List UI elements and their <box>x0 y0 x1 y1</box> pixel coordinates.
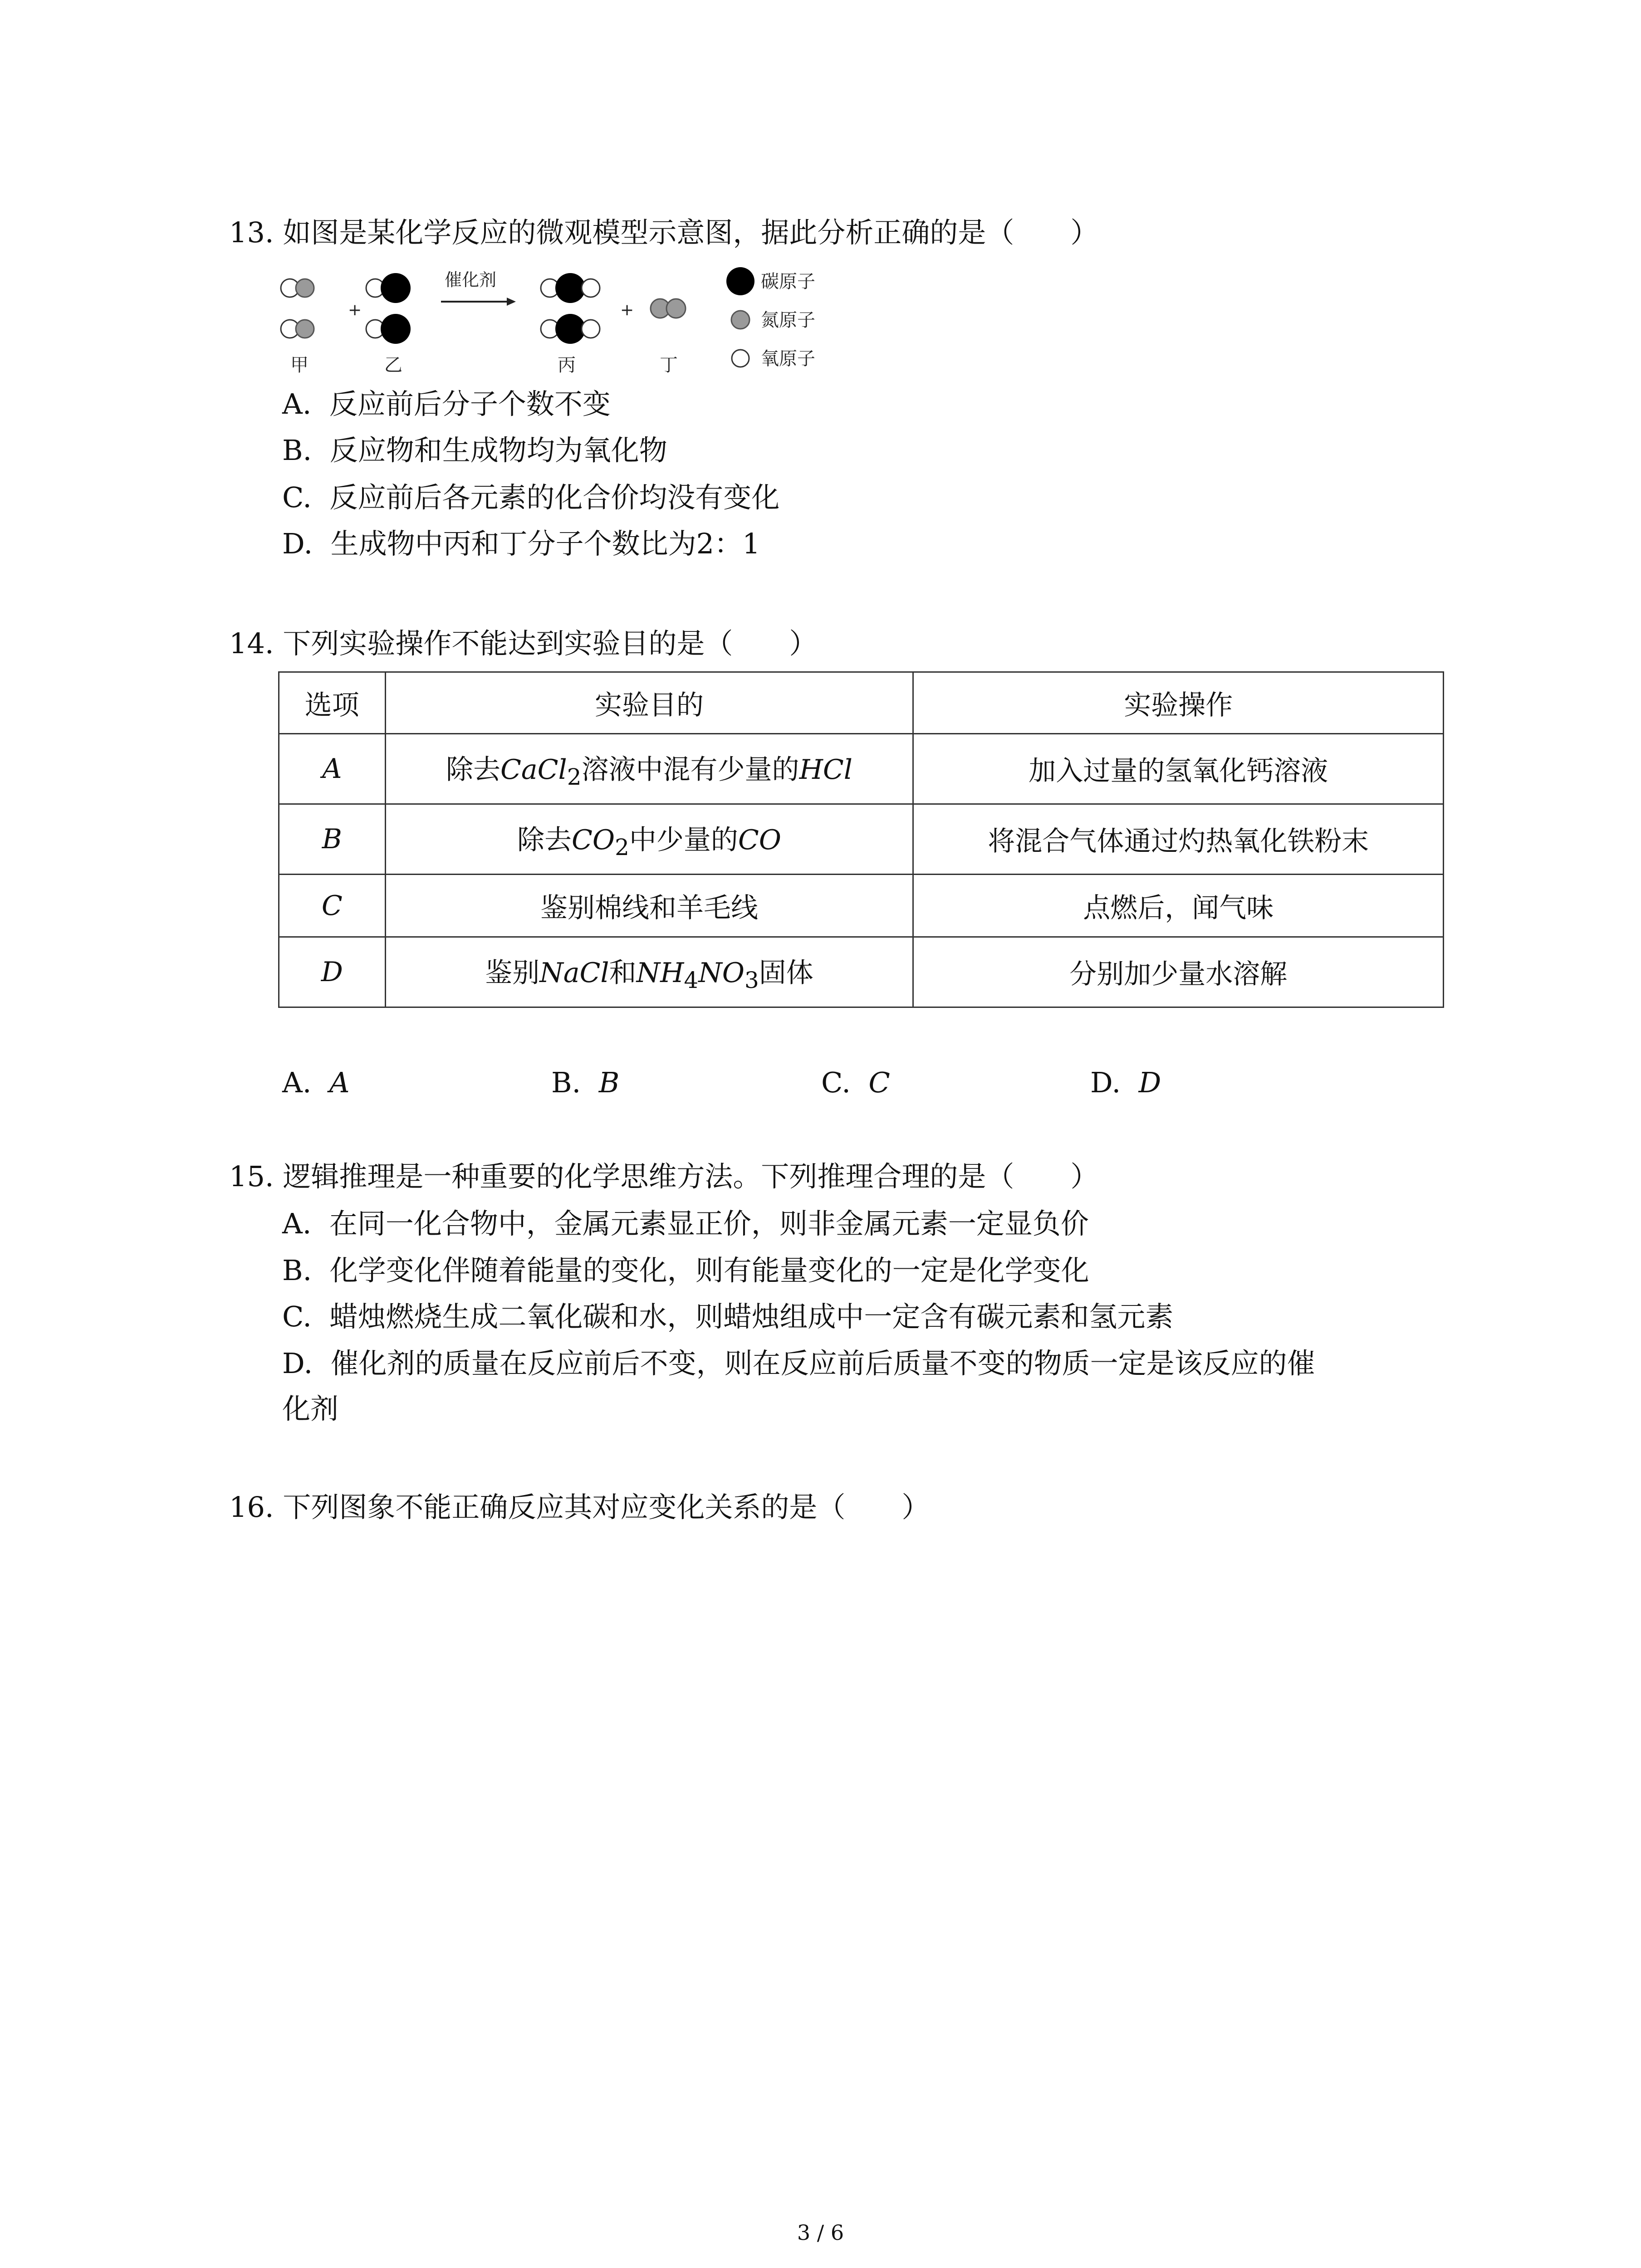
catalyst-label: 催化剂 <box>445 270 497 290</box>
option-text: 反应前后各元素的化合价均没有变化 <box>329 481 780 514</box>
option-text: 催化剂的质量在反应前后不变，则在反应前后质量不变的物质一定是该反应的催 <box>330 1347 1315 1380</box>
nitrogen-atom-swatch <box>731 311 749 329</box>
option-letter: B. <box>282 1254 312 1287</box>
option-text: 在同一化合物中，金属元素显正价，则非金属元素一定显负价 <box>329 1207 1089 1240</box>
row-goal: 鉴别NaCl和$NH_4NO_3$固体 <box>385 937 913 1007</box>
question-number: 16. <box>229 1491 274 1524</box>
label-ding: 丁 <box>660 355 678 376</box>
row-option: D <box>279 937 386 1007</box>
option-letter: C. <box>282 1300 312 1333</box>
choice-letter: A. <box>282 1066 312 1099</box>
legend-oxygen: 氧原子 <box>761 348 815 369</box>
choice-value: B <box>598 1066 620 1099</box>
table-row <box>279 804 1444 875</box>
legend-carbon: 碳原子 <box>761 271 815 292</box>
option-letter: A. <box>282 387 312 420</box>
question-14 <box>229 627 818 660</box>
question-13 <box>229 216 1099 249</box>
question-number: 15. <box>229 1160 274 1193</box>
q15-option-d-continued <box>282 1392 339 1425</box>
q15-option-c[interactable] <box>282 1300 1174 1333</box>
question-stem: 如图是某化学反应的微观模型示意图，据此分析正确的是（ ） <box>283 216 1099 249</box>
molecule-yi <box>366 273 411 344</box>
row-goal: 除去CaCl$_2$溶液中混有少量的HCl <box>385 734 913 804</box>
option-letter: A. <box>282 1207 312 1240</box>
header-operation: 实验操作 <box>913 672 1444 734</box>
option-text: 反应物和生成物均为氧化物 <box>329 434 667 467</box>
row-operation: 分别加少量水溶解 <box>913 937 1444 1007</box>
arrow-head <box>507 298 516 306</box>
question-stem: 下列实验操作不能达到实验目的是（ ） <box>283 627 818 660</box>
option-text: 化学变化伴随着能量的变化，则有能量变化的一定是化学变化 <box>329 1254 1089 1287</box>
question-stem: 逻辑推理是一种重要的化学思维方法。下列推理合理的是（ ） <box>283 1160 1099 1193</box>
choice-value: D <box>1138 1066 1161 1099</box>
label-jia: 甲 <box>290 355 309 376</box>
table-row <box>279 875 1444 937</box>
experiment-table <box>278 671 1444 1008</box>
option-text: 生成物中丙和丁分子个数比为2：1 <box>330 527 760 560</box>
option-letter: B. <box>282 434 312 467</box>
q15-option-b[interactable] <box>282 1256 1089 1285</box>
row-goal: 除去$CO_2$中少量的CO <box>385 804 913 875</box>
legend <box>726 267 815 369</box>
header-option: 选项 <box>279 672 386 734</box>
option-text: 蜡烛燃烧生成二氧化碳和水，则蜡烛组成中一定含有碳元素和氢元素 <box>329 1300 1174 1333</box>
option-letter: D. <box>282 527 313 560</box>
table-header-row <box>279 672 1444 734</box>
plus-sign-1: + <box>348 301 362 319</box>
row-option: B <box>279 804 386 875</box>
row-operation: 加入过量的氢氧化钙溶液 <box>913 734 1444 804</box>
question-stem: 下列图象不能正确反应其对应变化关系的是（ ） <box>283 1491 930 1524</box>
row-operation: 点燃后，闻气味 <box>913 875 1444 937</box>
label-yi: 乙 <box>384 355 402 376</box>
choice-letter: B. <box>551 1066 581 1099</box>
row-goal: 鉴别棉线和羊毛线 <box>385 875 913 937</box>
option-letter: C. <box>282 481 312 514</box>
choice-letter: D. <box>1090 1066 1121 1099</box>
carbon-atom-swatch <box>726 267 754 295</box>
table-row <box>279 734 1444 804</box>
option-letter: D. <box>282 1347 313 1380</box>
q13-option-b[interactable] <box>282 434 667 467</box>
q15-option-a[interactable] <box>282 1207 1089 1240</box>
question-15 <box>229 1160 1099 1193</box>
row-option: A <box>279 734 386 804</box>
question-number: 14. <box>229 627 274 660</box>
page-number: 3 / 6 <box>797 2220 844 2245</box>
q13-option-d[interactable] <box>282 527 760 560</box>
plus-sign-2: + <box>620 301 634 319</box>
q14-choice-a[interactable] <box>282 1066 350 1099</box>
q14-choice-b[interactable] <box>551 1066 619 1099</box>
row-option: C <box>279 875 386 937</box>
molecule-jia <box>281 279 314 338</box>
q13-option-c[interactable] <box>282 481 780 514</box>
q14-choice-c[interactable] <box>821 1066 890 1099</box>
label-bing: 丙 <box>558 355 576 376</box>
choice-letter: C. <box>821 1066 851 1099</box>
molecule-ding <box>651 299 686 318</box>
oxygen-atom-swatch <box>732 350 749 367</box>
option-text-continued: 化剂 <box>282 1392 339 1425</box>
choice-value: A <box>329 1066 350 1099</box>
row-operation: 将混合气体通过灼热氧化铁粉末 <box>913 804 1444 875</box>
question-16 <box>229 1491 930 1524</box>
reaction-model-diagram <box>278 263 881 399</box>
q14-choice-d[interactable] <box>1090 1066 1161 1099</box>
q13-option-a[interactable] <box>282 387 611 420</box>
q15-option-d[interactable] <box>282 1349 1315 1378</box>
option-text: 反应前后分子个数不变 <box>329 387 611 420</box>
table-row <box>279 937 1444 1007</box>
question-number: 13. <box>229 216 274 249</box>
molecule-bing <box>541 273 600 344</box>
legend-nitrogen: 氮原子 <box>761 310 815 331</box>
choice-value: C <box>868 1066 890 1099</box>
header-goal: 实验目的 <box>385 672 913 734</box>
